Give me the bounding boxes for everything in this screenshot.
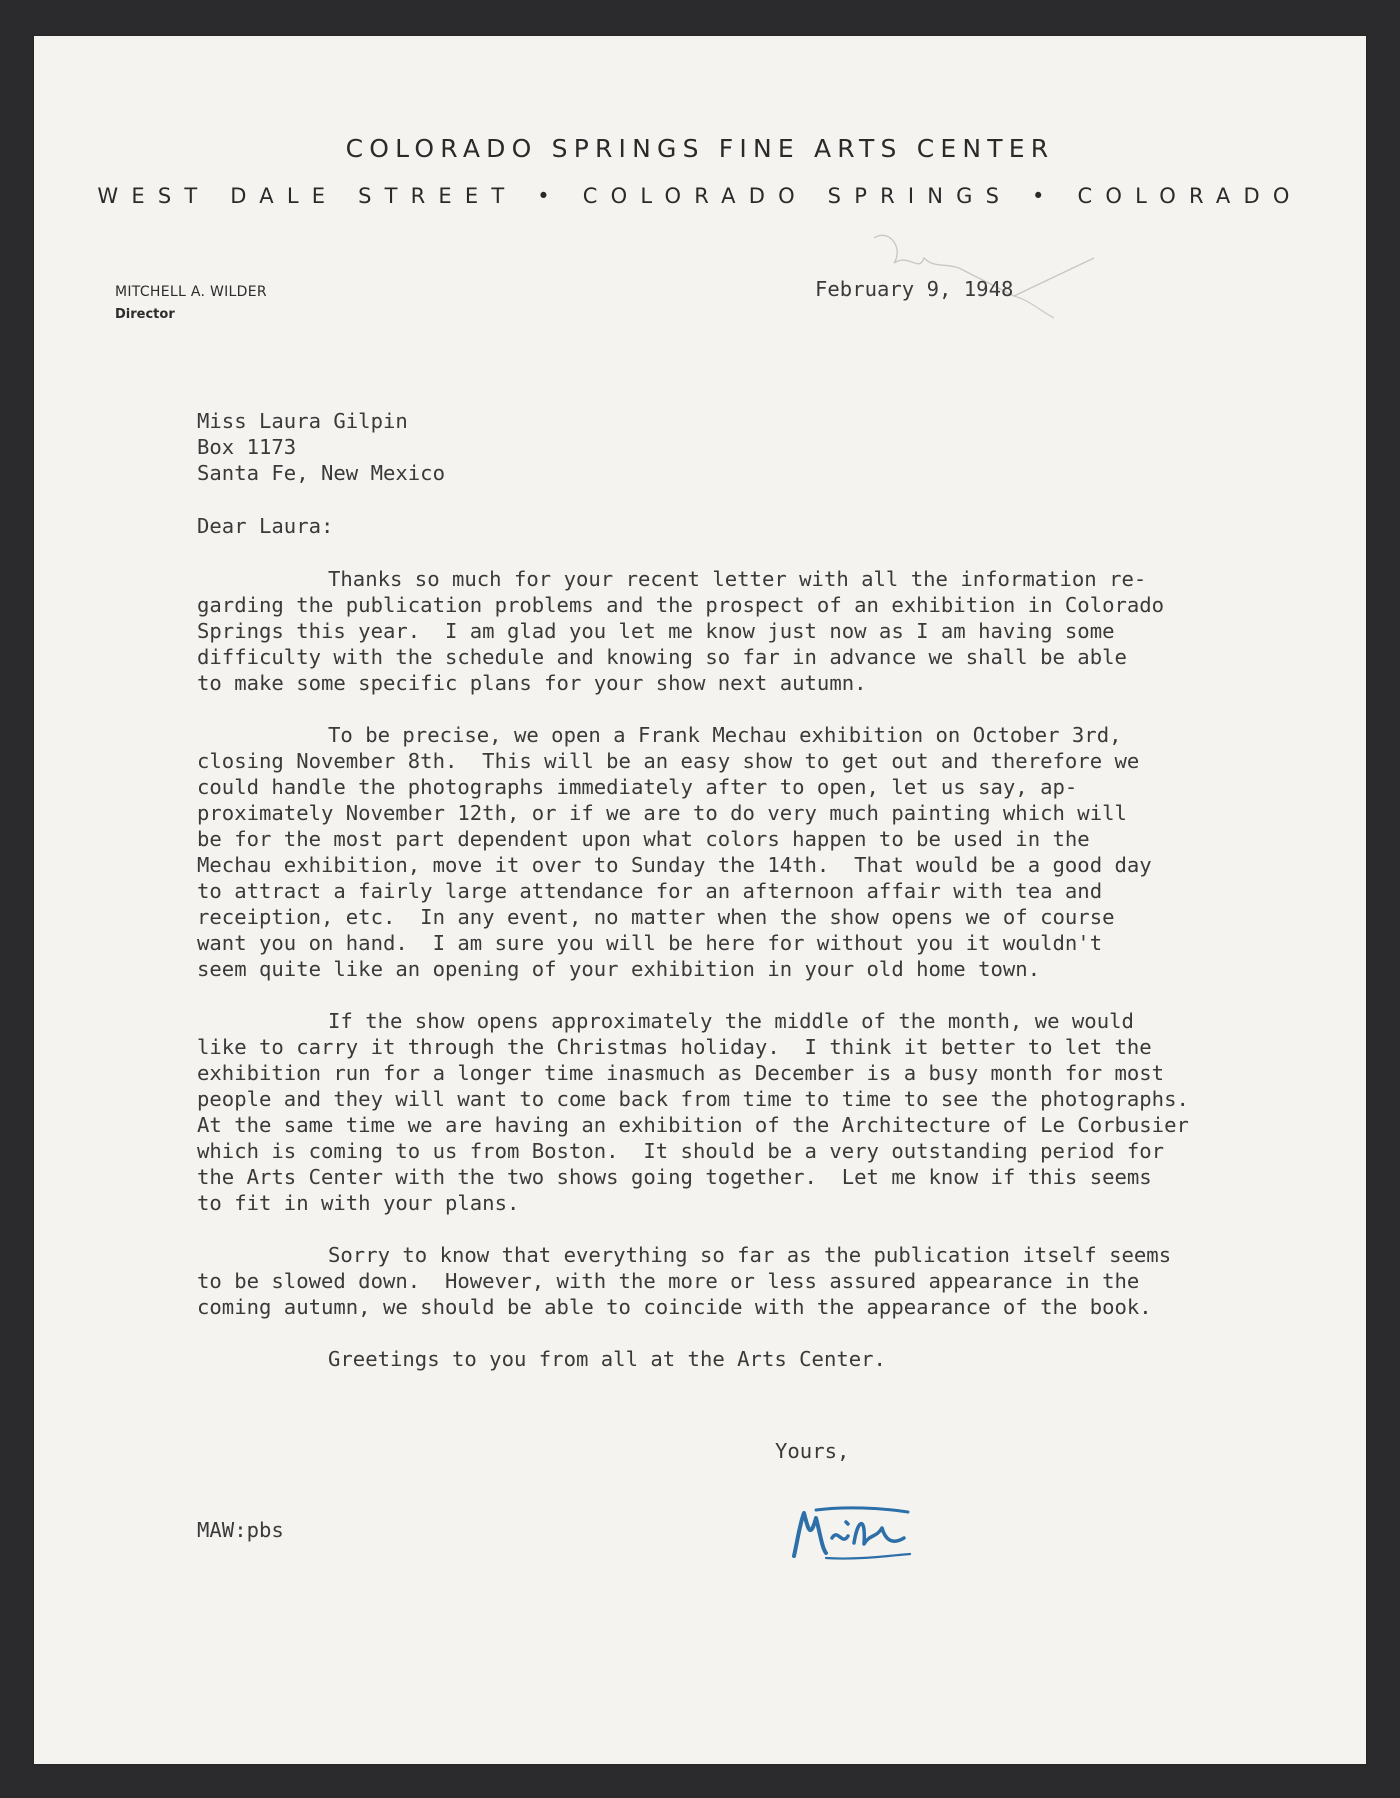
paragraph-line: Greetings to you from all at the Arts Center. (328, 1347, 886, 1371)
paragraph-line: To be precise, we open a Frank Mechau exhibition on October 3rd, (328, 723, 1122, 747)
paragraph-line: exhibition run for a longer time inasmuch as December is a busy month for most (197, 1061, 1165, 1085)
letter-paragraph (197, 1242, 1327, 1320)
paragraph-line: proximately November 12th, or if we are to do very much painting which will (197, 801, 1127, 825)
paragraph-line: garding the publication problems and the prospect of an exhibition in Colorado (197, 593, 1165, 617)
paragraph-line: like to carry it through the Christmas holiday. I think it better to let the (197, 1035, 1152, 1059)
paragraph-line: to attract a fairly large attendance for an afternoon affair with tea and (197, 879, 1103, 903)
letter-paragraph (197, 722, 1327, 982)
recipient-line: Santa Fe, New Mexico (197, 461, 445, 485)
paragraph-line: Springs this year. I am glad you let me know just now as I am having some (197, 619, 1115, 643)
paragraph-line: At the same time we are having an exhibition of the Architecture of Le Corbusier (197, 1113, 1189, 1137)
paragraph-line: which is coming to us from Boston. It should be a very outstanding period for (197, 1139, 1165, 1163)
paragraph-line: could handle the photographs immediately after to open, let us say, ap- (197, 775, 1078, 799)
paragraph-line: want you on hand. I am sure you will be here for without you it wouldn't (197, 931, 1103, 955)
recipient-line: Box 1173 (197, 435, 297, 459)
recipient-line: Miss Laura Gilpin (197, 409, 408, 433)
paragraph-line: Thanks so much for your recent letter with all the information re- (328, 567, 1147, 591)
closing: Yours, (775, 1439, 850, 1463)
letter-sheet (34, 36, 1366, 1764)
paragraph-line: difficulty with the schedule and knowing so far in advance we shall be able (197, 645, 1127, 669)
handwritten-signature (786, 1498, 916, 1568)
paragraph-line: receiption, etc. In any event, no matter when the show opens we of course (197, 905, 1115, 929)
paragraph-line: the Arts Center with the two shows going together. Let me know if this seems (197, 1165, 1152, 1189)
paragraph-line: to be slowed down. However, with the more or less assured appearance in the (197, 1269, 1140, 1293)
letter-body (197, 566, 1327, 1398)
pencil-annotation-mark (864, 218, 1104, 328)
letter-paragraph (197, 566, 1327, 696)
paragraph-line: people and they will want to come back from time to time to see the photographs. (197, 1087, 1189, 1111)
typist-initials: MAW:pbs (197, 1518, 284, 1542)
paragraph-line: If the show opens approximately the middle of the month, we would (328, 1009, 1134, 1033)
salutation: Dear Laura: (197, 514, 334, 538)
letterhead-organization: COLORADO SPRINGS FINE ARTS CENTER (345, 134, 1055, 163)
paragraph-line: to make some specific plans for your show next autumn. (197, 671, 867, 695)
paragraph-line: Sorry to know that everything so far as the publication itself seems (328, 1243, 1172, 1267)
letter-paragraph (197, 1008, 1327, 1216)
paragraph-line: to fit in with your plans. (197, 1191, 520, 1215)
letter-date: February 9, 1948 (815, 277, 1014, 301)
paragraph-line: seem quite like an opening of your exhibition in your old home town. (197, 957, 1041, 981)
director-title: Director (115, 307, 175, 322)
letter-paragraph (197, 1346, 1327, 1372)
paragraph-line: Mechau exhibition, move it over to Sunday the 14th. That would be a good day (197, 853, 1152, 877)
paragraph-line: closing November 8th. This will be an easy show to get out and therefore we (197, 749, 1140, 773)
recipient-address (197, 408, 445, 486)
letterhead-address: WEST DALE STREET • COLORADO SPRINGS • COLORADO (97, 184, 1303, 208)
paragraph-line: be for the most part dependent upon what colors happen to be used in the (197, 827, 1090, 851)
director-name: MITCHELL A. WILDER (115, 284, 267, 300)
paragraph-line: coming autumn, we should be able to coincide with the appearance of the book. (197, 1295, 1152, 1319)
